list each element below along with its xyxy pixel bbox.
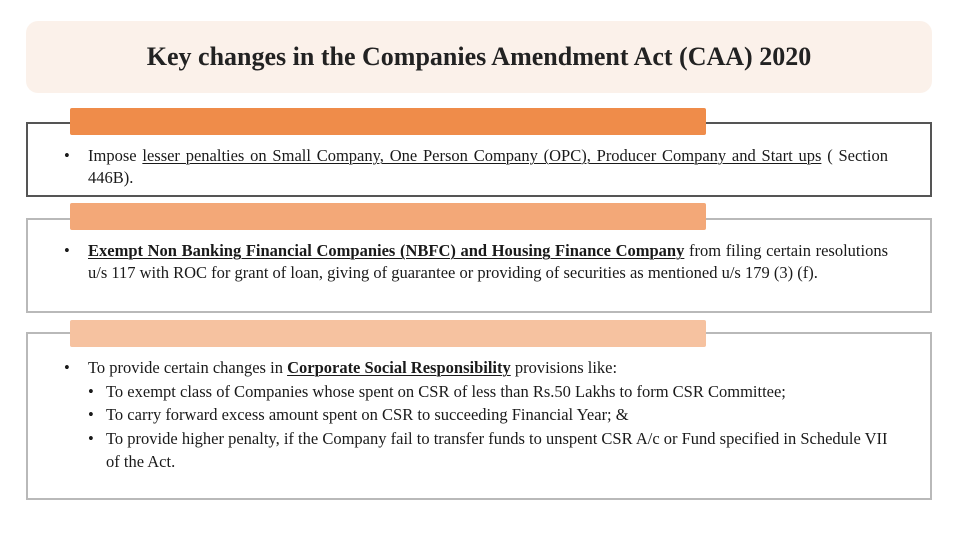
bullet-item: [62, 240, 888, 283]
bullet-dot: •: [88, 428, 94, 448]
sub-bullet-text: To exempt class of Companies whose spent on CSR of less than Rs.50 Lakhs to form CSR Committee;: [106, 381, 786, 401]
underlined-text: Corporate Social Responsibility: [287, 358, 511, 377]
card-header-bar-1: [70, 108, 706, 135]
text-segment: from filing certain resolutions u/s 117 with ROC for grant of loan, giving of guarantee or providing of securities as mentioned u/s 179 (3) (f).: [88, 241, 888, 282]
underlined-text: lesser penalties on Small Company, One Person Company (OPC), Producer Company and Start ups: [142, 146, 822, 165]
card-header-bar-3: [70, 320, 706, 347]
page-title: Key changes in the Companies Amendment Act (CAA) 2020: [146, 42, 812, 71]
sub-bullet-item: [88, 380, 888, 404]
text-segment: Impose: [88, 146, 143, 165]
bullet-item: [62, 145, 888, 188]
bullet-dot: •: [64, 146, 70, 165]
text-segment: provisions like:: [510, 358, 618, 377]
text-segment: ( Section 446B).: [88, 146, 888, 187]
bullet-dot: •: [64, 358, 70, 377]
bullet-dot: •: [88, 405, 94, 424]
title-banner: [26, 21, 932, 93]
card-1-text: [62, 145, 888, 188]
card-3-text: [62, 356, 888, 474]
underlined-text: Exempt Non Banking Financial Companies (NBFC) and Housing Finance Company: [88, 241, 685, 260]
bullet-dot: •: [64, 241, 70, 260]
sub-bullet-item: [88, 427, 888, 474]
card-header-bar-2: [70, 203, 706, 230]
card-2-text: [62, 240, 888, 283]
bullet-dot: •: [88, 381, 94, 401]
bullet-item: [62, 356, 888, 380]
sub-bullet-text: To provide higher penalty, if the Company fail to transfer funds to unspent CSR A/c or Fund specified in Schedule VII of the Act.: [106, 428, 888, 471]
sub-bullet-item: [88, 403, 888, 427]
text-segment: To provide certain changes in: [88, 358, 288, 377]
sub-bullet-text: To carry forward excess amount spent on CSR to succeeding Financial Year; &: [106, 405, 629, 424]
